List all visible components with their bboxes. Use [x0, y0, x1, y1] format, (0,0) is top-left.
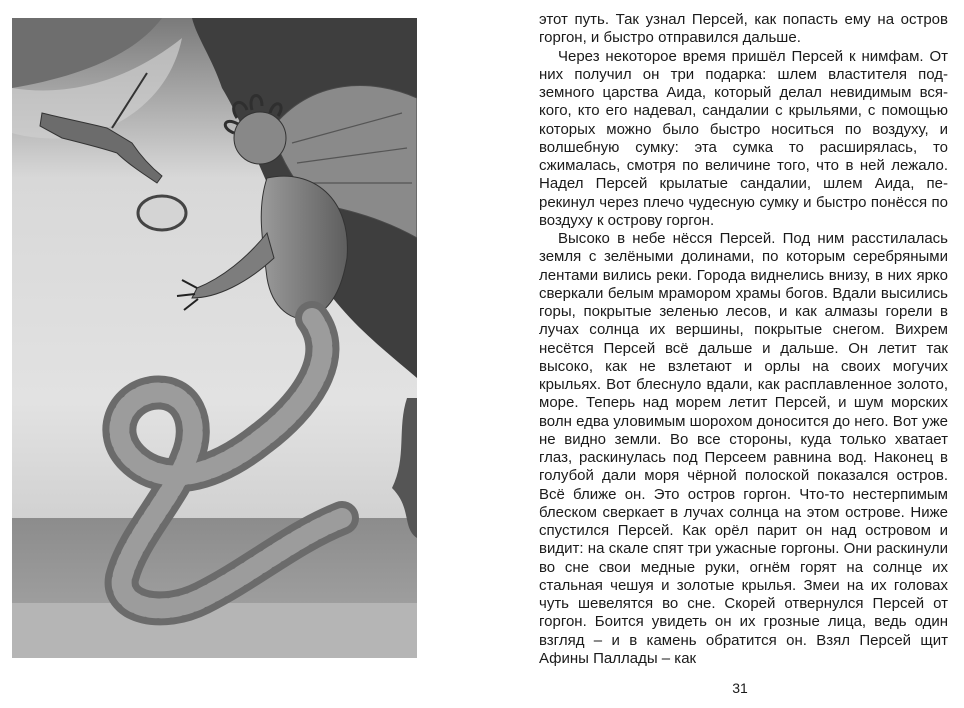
gorgon-head	[234, 112, 286, 164]
page-number: 31	[732, 680, 748, 696]
paragraph-1: этот путь. Так узнал Персей, как попасть ему на остров горгон, и быстро отправился дальше.	[539, 11, 948, 47]
paragraph-3: Высоко в небе нёсся Персей. Под ним расстилалась земля с зелёными долинами, по которым серебряными лентами вились реки. Города виднелись внизу, в них ярко сверкали белым мрамором храмы богов. Вдали высились горы, покрытые зеленью лесов, и как алмазы горели в лучах солнца их вершины, покрытые снегом. Вихрем несётся Персей всё дальше и дальше. Он летит так высоко, как не взлетают и орлы на своих могучих крыльях. Вот блеснуло вдали, как расплавленное золото, море. Теперь над морем летит Персей, и шум морских волн едва уловимым шорохом доносится до него. Вот уже не видно земли. Во все стороны, куда только хватает глаз, раскинулась под Персеем равнина вод. Наконец в голубой дали моря чёрной полоской показался остров. Всё ближе он. Это остров горгон. Что-то нестерпимым блеском сверкает в лучах солнца на этом острове. Ниже спустился Персей. Как орёл парит он над островом и видит: на скале спят три ужасные горгоны. Они раскинули во сне свои медные руки, огнём горят на солнце их стальная чешуя и золотые крылья. Змеи на их головах чуть шевелятся во сне. Скорей отвернулся Персей от горгон. Боится увидеть он их грозные лица, ведь один взгляд – и в камень обратится он. Взял Персей щит Афины Паллады – как	[539, 230, 948, 667]
story-text	[539, 11, 948, 668]
paragraph-2: Через некоторое время пришёл Персей к нимфам. От них получил он три подарка: шлем властителя подземного царства Аида, который делал невидимым всякого, кто его надевал, сандалии с крыльями, с помощью которых можно было быстро носиться по воздуху, и волшебную сумку: эта сумка то расширялась, то сжималась, смотря по величине того, что в ней лежало. Надел Персей крылатые сандалии, шлем Аида, перекинул через плечо чудесную сумку и быстро понёсся по воздуху к острову горгон.	[539, 47, 948, 229]
page-number-row	[0, 680, 964, 696]
perseus-shield	[138, 196, 186, 230]
illustration-perseus-gorgon	[12, 18, 417, 658]
